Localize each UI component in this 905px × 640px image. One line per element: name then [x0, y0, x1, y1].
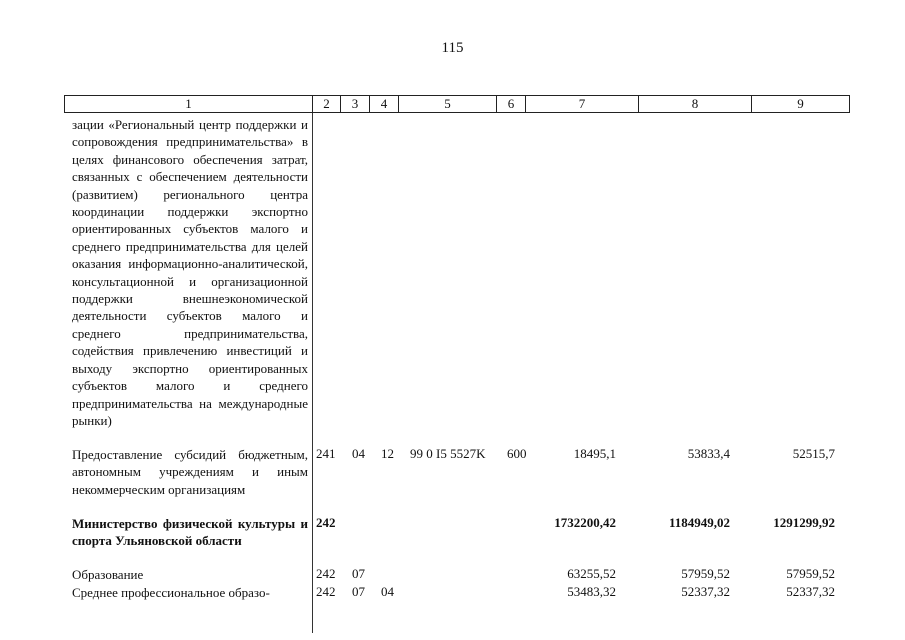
row-1-c2: 241 — [316, 446, 336, 461]
row-4-c3: 07 — [352, 584, 365, 599]
header-col-3: 3 — [341, 96, 370, 112]
header-col-5: 5 — [399, 96, 497, 112]
row-1-c4: 12 — [381, 446, 394, 461]
header-col-6: 6 — [497, 96, 526, 112]
row-1-c9: 52515,7 — [792, 446, 835, 461]
row-2-c9: 1291299,92 — [773, 515, 835, 530]
row-1-c8: 53833,4 — [687, 446, 730, 461]
row-3-c8: 57959,52 — [681, 566, 730, 581]
row-0-name: зации «Региональный центр поддержки и сопровождения предпринимательства» в целях финансового обеспечения затрат, связанных с обеспечением деятельности (развитием) регионального центра координации поддержки экспортно ориентированных субъектов малого и среднего предпринимательства для целей оказания информационно-аналитической, консультационной и организационной поддержки внешнеэкономической деятельности субъектов малого и среднего предпринимательства, содействия привлечению инвестиций и выходу экспортно ориентированных субъектов малого и среднего предпринимательства на международные рынки) — [72, 117, 308, 428]
row-1-c5: 99 0 I5 5527K — [410, 446, 486, 461]
row-4-c7: 53483,32 — [567, 584, 616, 599]
row-4-c8: 52337,32 — [681, 584, 730, 599]
row-1-c6: 600 — [507, 446, 527, 461]
table-row — [0, 446, 905, 464]
row-1-name: Предоставление субсидий бюджетным, автономным учреждениям и иным некоммерческим организациям — [72, 447, 308, 497]
row-2-c8: 1184949,02 — [668, 515, 730, 530]
row-4-name: Среднее профессиональное образо- — [72, 585, 270, 600]
table-row — [0, 515, 905, 533]
header-col-2: 2 — [313, 96, 341, 112]
header-col-1: 1 — [65, 96, 313, 112]
row-3-c9: 57959,52 — [786, 566, 835, 581]
header-col-8: 8 — [639, 96, 752, 112]
row-3-name: Образование — [72, 567, 144, 582]
row-2-c7: 1732200,42 — [554, 515, 616, 530]
row-2-c2: 242 — [316, 515, 336, 530]
header-col-9: 9 — [797, 96, 804, 111]
row-4-c4: 04 — [381, 584, 394, 599]
column-divider — [312, 113, 313, 633]
table-row — [0, 566, 905, 584]
row-3-c2: 242 — [316, 566, 336, 581]
row-4-c9: 52337,32 — [786, 584, 835, 599]
header-col-7: 7 — [526, 96, 639, 112]
row-1-c7: 18495,1 — [573, 446, 616, 461]
row-3-c3: 07 — [352, 566, 365, 581]
row-1-c3: 04 — [352, 446, 365, 461]
row-2-name: Министерство физической культуры и спорта Ульяновской области — [72, 516, 308, 549]
table-header — [64, 95, 850, 113]
page-number: 115 — [441, 40, 464, 56]
row-3-c7: 63255,52 — [567, 566, 616, 581]
table-row — [0, 584, 905, 602]
header-col-4: 4 — [370, 96, 399, 112]
row-4-c2: 242 — [316, 584, 336, 599]
